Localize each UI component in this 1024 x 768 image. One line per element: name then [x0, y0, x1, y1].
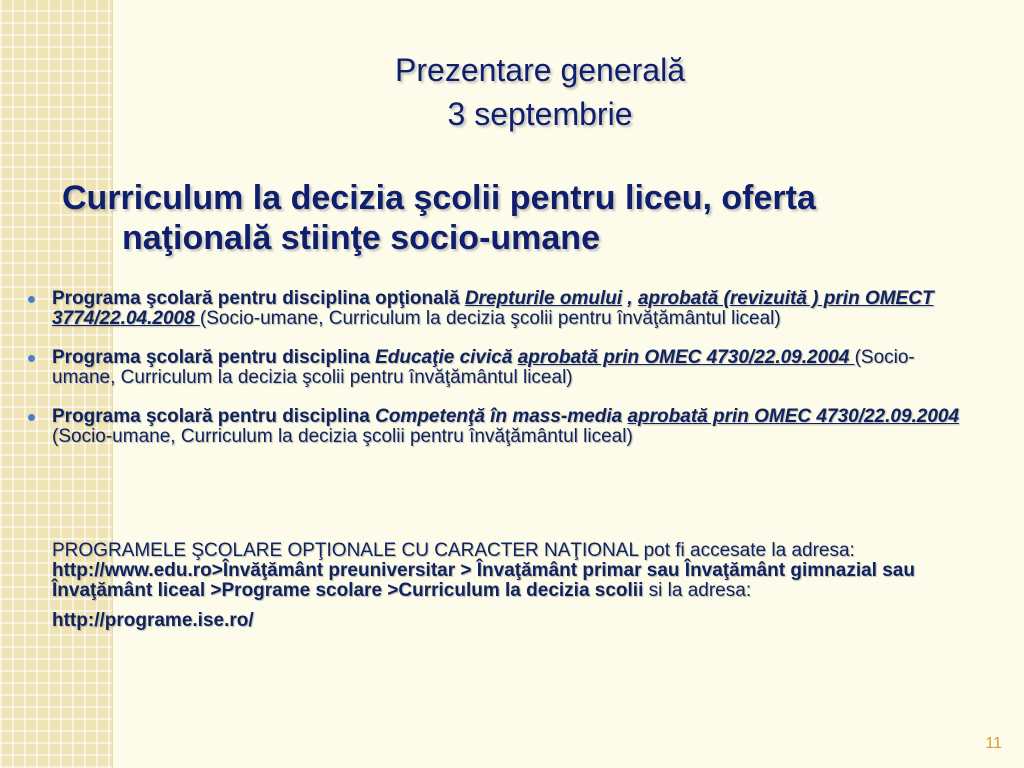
- item-suffix: (Socio-umane, Curriculum la decizia şcolii pentru învăţământul liceal): [52, 426, 633, 447]
- item-subject-link[interactable]: Drepturile omului: [464, 288, 623, 309]
- bullet-icon: [28, 414, 35, 421]
- bullet-list: [26, 289, 966, 466]
- item-approval-link[interactable]: aprobată (revizuită ) prin OMECT 3774/22.04.2008: [52, 288, 934, 329]
- item-prefix: Programa şcolară pentru disciplina opţională: [52, 288, 465, 309]
- title-line-2: 3 septembrie: [447, 96, 633, 132]
- access-url-paragraph: [52, 611, 932, 631]
- access-note-text: PROGRAMELE ŞCOLARE OPŢIONALE CU CARACTER NAŢIONAL pot fi accesate la adresa:: [52, 540, 855, 561]
- access-url-link[interactable]: http://programe.ise.ro/: [52, 610, 254, 631]
- bullet-icon: [28, 355, 35, 362]
- access-note-text-2: si la adresa:: [643, 580, 752, 601]
- list-item: [26, 407, 966, 447]
- page-number: 11: [985, 735, 1002, 752]
- list-item: [26, 289, 966, 329]
- access-path[interactable]: http://www.edu.ro>Învăţământ preuniversitar > Învaţământ primar sau Învaţământ gimnazial sau Învaţământ liceal >Programe scolare >Curriculum la decizia scolii: [52, 560, 915, 601]
- item-prefix: Programa şcolară pentru disciplina: [52, 406, 376, 427]
- item-suffix: (Socio-umane, Curriculum la decizia şcolii pentru învăţământul liceal): [52, 347, 915, 388]
- slide-title: [180, 48, 900, 136]
- access-note-paragraph: [52, 541, 932, 601]
- section-heading: Curriculum la decizia şcolii pentru liceu, oferta naţională stiinţe socio-umane: [62, 179, 816, 257]
- item-subject: Competenţă în mass-media: [375, 406, 623, 427]
- item-prefix: Programa şcolară pentru disciplina: [52, 347, 376, 368]
- item-approval-link[interactable]: aprobată prin OMEC 4730/22.09.2004: [517, 347, 855, 368]
- item-suffix: (Socio-umane, Curriculum la decizia şcolii pentru învăţământul liceal): [199, 308, 781, 329]
- title-line-1: Prezentare generală: [395, 52, 685, 88]
- item-separator: ,: [622, 288, 638, 309]
- access-note: [52, 541, 932, 641]
- list-item: [26, 348, 966, 388]
- item-approval-link[interactable]: aprobată prin OMEC 4730/22.09.2004: [627, 406, 960, 427]
- item-subject: Educaţie civică: [375, 347, 513, 368]
- bullet-icon: [28, 296, 35, 303]
